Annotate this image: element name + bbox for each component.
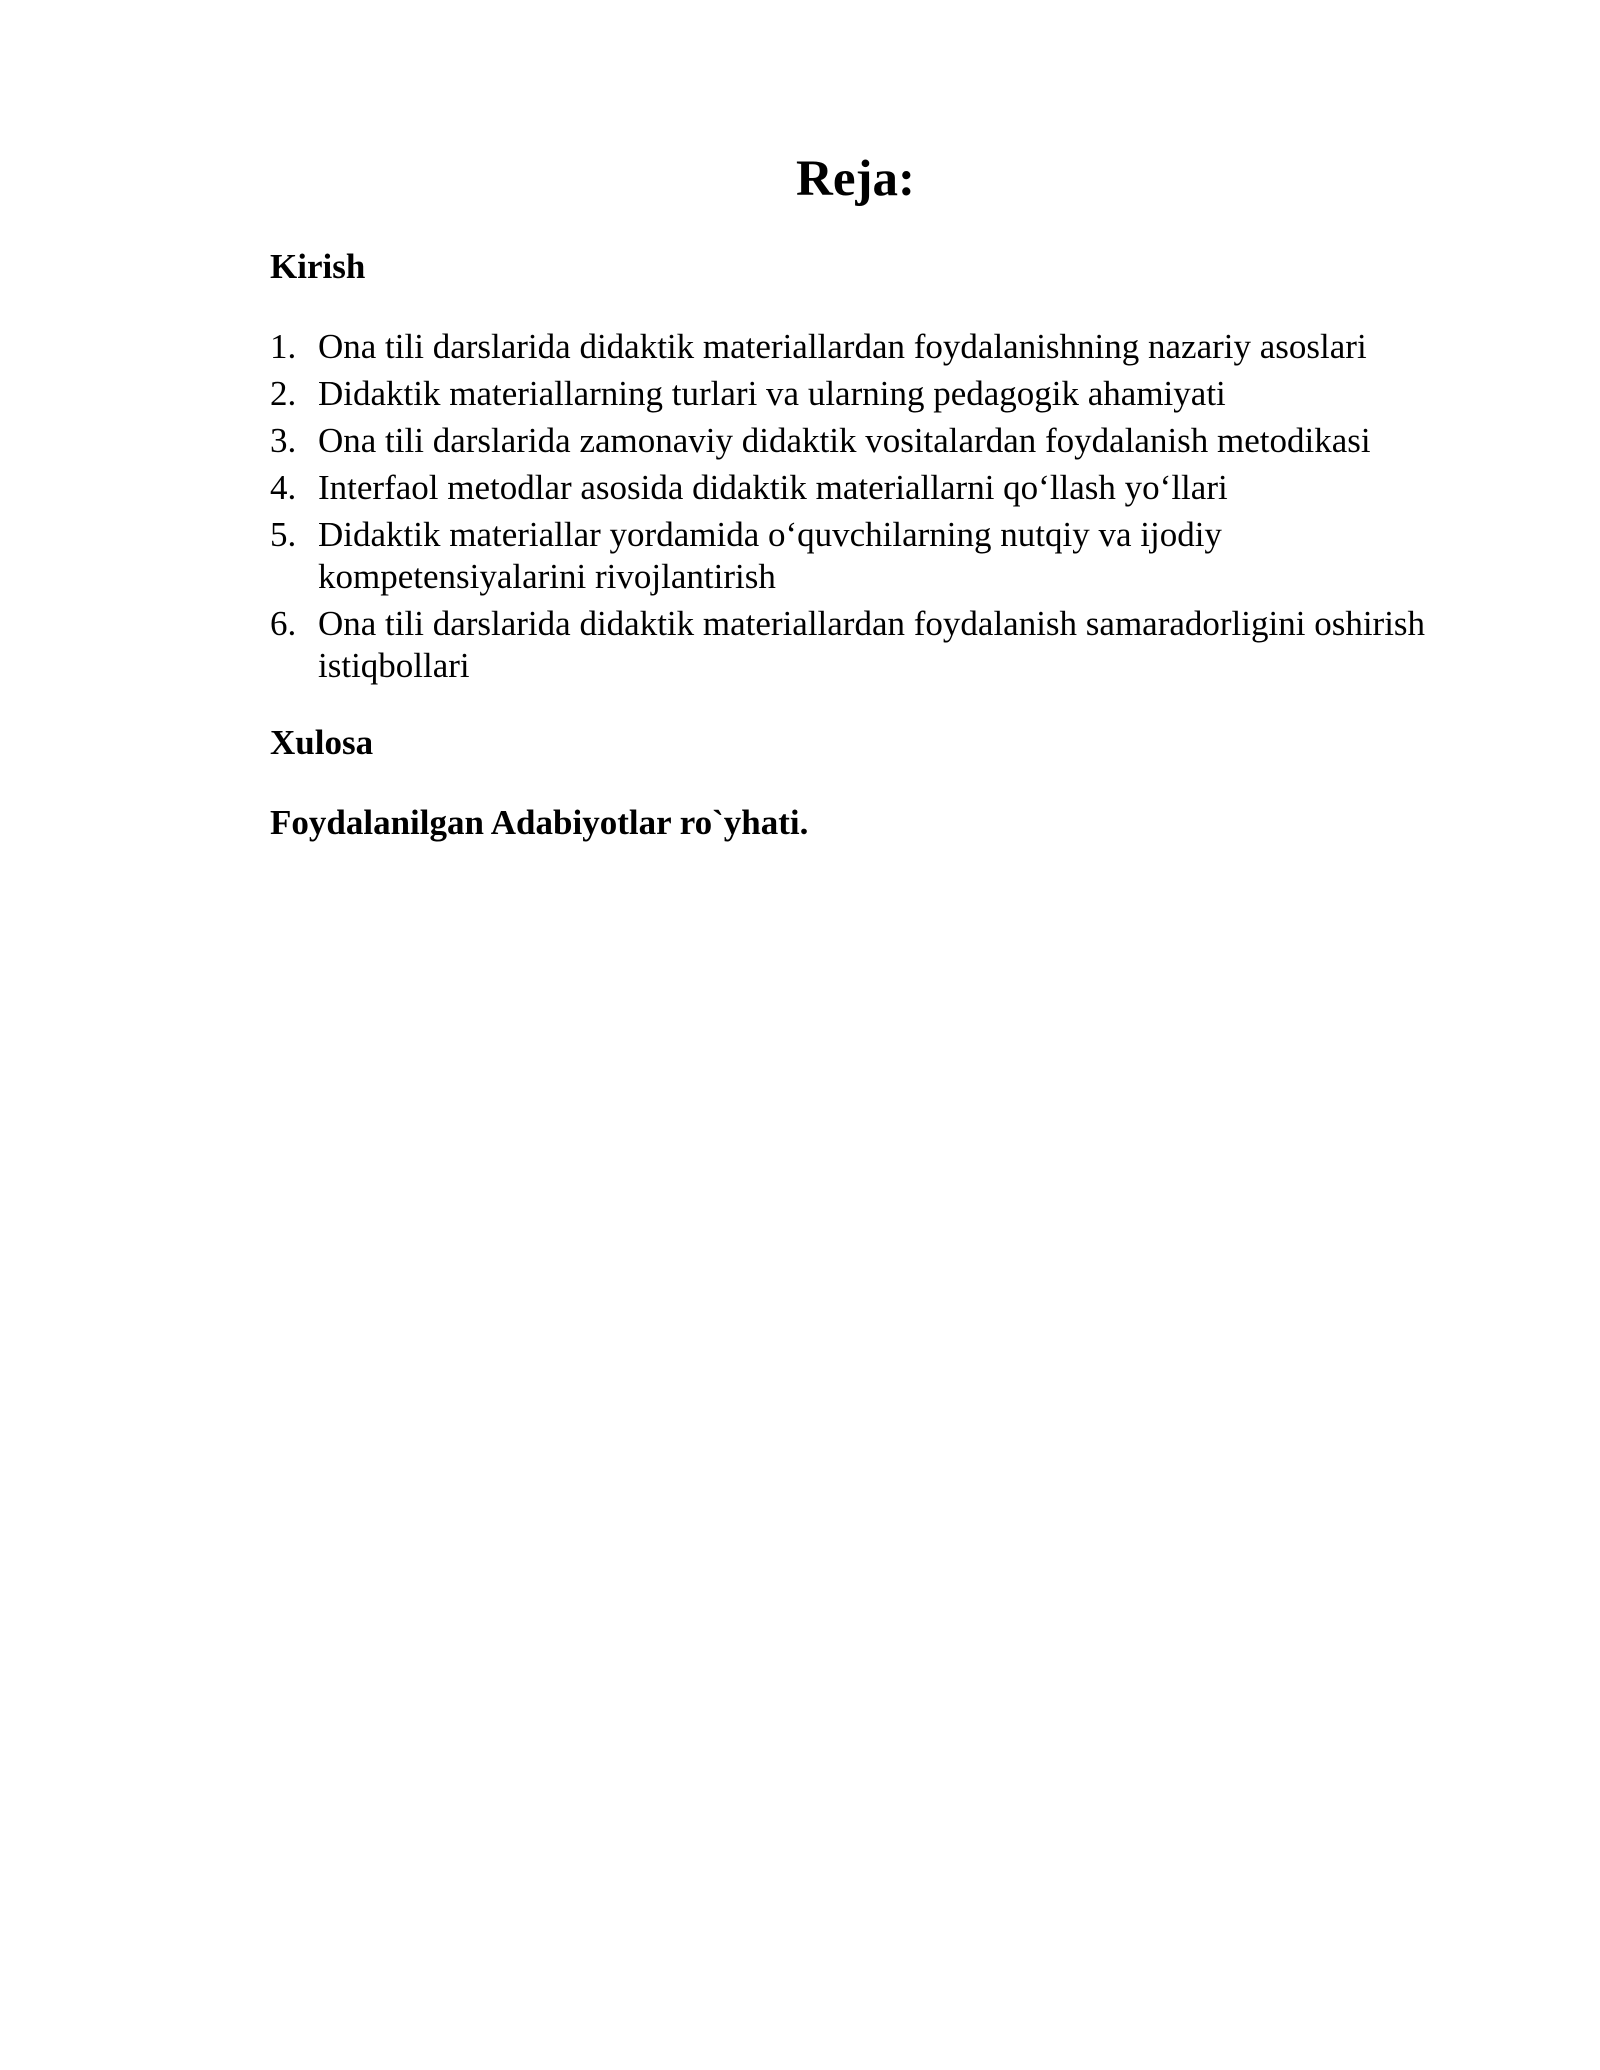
plan-item-text: Didaktik materiallar yordamida o‘quvchilarning nutqiy va ijodiy kompetensiyalarini rivojlantirish bbox=[318, 515, 1222, 596]
plan-item-number: 4. bbox=[270, 468, 297, 507]
plan-list bbox=[270, 326, 1490, 692]
plan-item-number: 2. bbox=[270, 374, 297, 413]
plan-item bbox=[270, 514, 1490, 598]
plan-item bbox=[270, 373, 1490, 415]
conclusion-heading: Xulosa bbox=[270, 723, 374, 762]
plan-item-text: Interfaol metodlar asosida didaktik materiallarni qo‘llash yo‘llari bbox=[318, 468, 1228, 507]
page-title: Reja: bbox=[796, 151, 915, 207]
references-heading: Foydalanilgan Adabiyotlar ro`yhati. bbox=[270, 803, 809, 842]
plan-item bbox=[270, 326, 1490, 368]
intro-heading: Kirish bbox=[270, 247, 366, 286]
plan-item-number: 6. bbox=[270, 604, 297, 643]
plan-item-text: Ona tili darslarida didaktik materiallardan foydalanish samaradorligini oshirish istiqbollari bbox=[318, 604, 1426, 685]
plan-item bbox=[270, 603, 1490, 687]
plan-item-number: 1. bbox=[270, 327, 297, 366]
plan-item-number: 3. bbox=[270, 421, 297, 460]
plan-item-text: Ona tili darslarida zamonaviy didaktik vositalardan foydalanish metodikasi bbox=[318, 421, 1371, 460]
plan-item-text: Ona tili darslarida didaktik materiallardan foydalanishning nazariy asoslari bbox=[318, 327, 1367, 366]
plan-item bbox=[270, 420, 1490, 462]
plan-item-number: 5. bbox=[270, 515, 297, 554]
plan-item-text: Didaktik materiallarning turlari va ularning pedagogik ahamiyati bbox=[318, 374, 1226, 413]
plan-item bbox=[270, 467, 1490, 509]
